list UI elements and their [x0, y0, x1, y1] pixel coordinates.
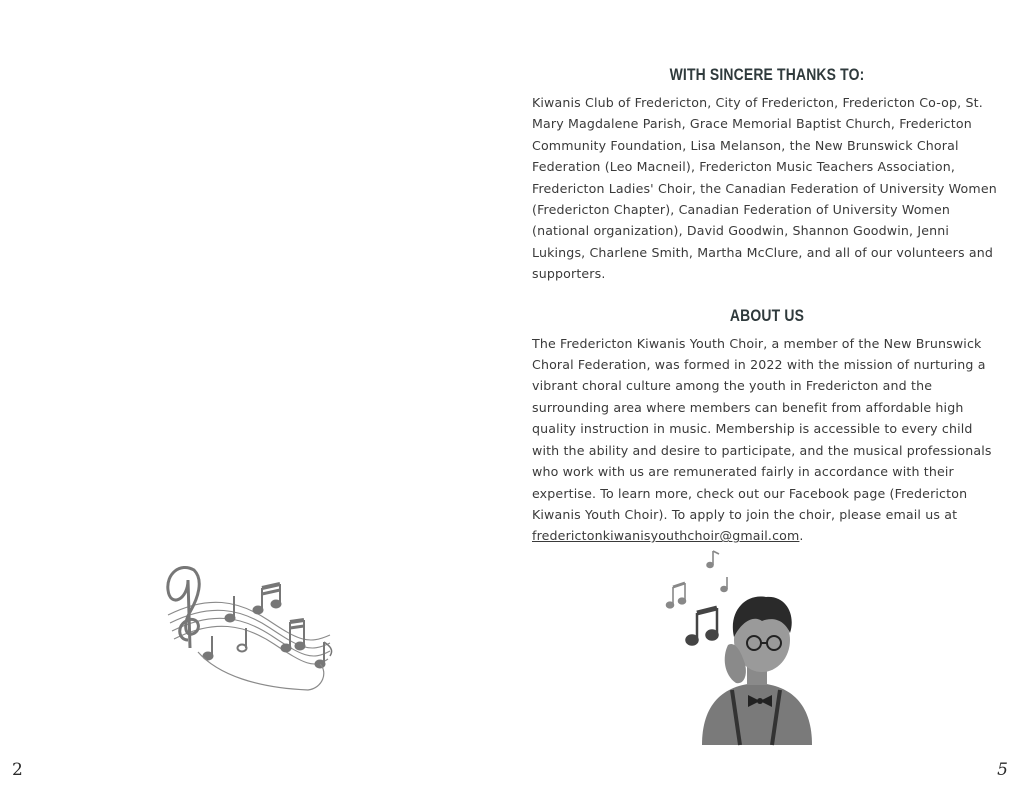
- about-heading: ABOUT US: [729, 305, 805, 325]
- about-body-text: The Fredericton Kiwanis Youth Choir, a member of the New Brunswick Choral Federation, was formed in 2022 with the mission of nurturing a vibrant choral culture among the youth in Fredericton and the surrounding area where members can benefit from affordable high quality instruction in music. Membership is accessible to every child with the ability and desire to participate, and the musical professionals who work with us are remunerated fairly in accordance with their expertise. To learn more, check out our Facebook page (Fredericton Kiwanis Youth Choir). To apply to join the choir, please email us at: [532, 335, 992, 522]
- page-number-left: 2: [12, 760, 23, 780]
- thanks-paragraph: Kiwanis Club of Fredericton, City of Fredericton, Fredericton Co-op, St. Mary Magdalene Parish, Grace Memorial Baptist Church, Fredericton Community Foundation, Lisa Melanson, the New Brunswick Choral Federation (Leo Macneil), Fredericton Music Teachers Association, Fredericton Ladies' Choir, the Canadian Federation of University Women (Fredericton Chapter), Canadian Federation of University Women (national organization), David Goodwin, Shannon Goodwin, Jenni Lukings, Charlene Smith, Martha McClure, and all of our volunteers and supporters.: [532, 95, 997, 282]
- music-notes-staff-illustration: [158, 560, 338, 695]
- about-end-punctuation: .: [799, 528, 804, 544]
- page-number-right: 5: [997, 760, 1008, 780]
- boy-listening-to-music-illustration: [662, 545, 842, 750]
- floating-notes-icon: [667, 551, 728, 608]
- about-paragraph: [532, 333, 1002, 547]
- right-page: [512, 0, 1024, 791]
- thanks-heading: WITH SINCERE THANKS TO:: [669, 65, 865, 84]
- treble-clef-icon: [168, 567, 199, 648]
- text-content: [532, 62, 1002, 547]
- email-link[interactable]: frederictonkiwanisyouthchoir@gmail.com: [532, 528, 800, 544]
